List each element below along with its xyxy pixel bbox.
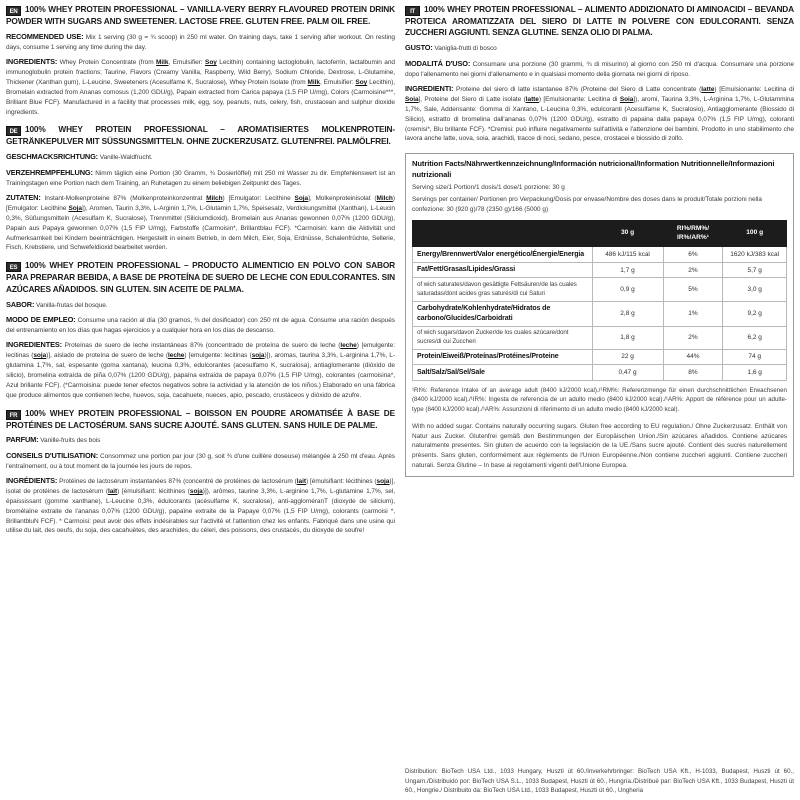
right-column-spacer	[405, 483, 794, 767]
language-block-en	[6, 4, 395, 117]
nutrient-value-per-serving: 22 g	[592, 349, 663, 365]
flag-es-icon: ES	[6, 262, 21, 272]
nutrient-value-per-serving: 486 kJ/115 kcal	[592, 247, 663, 263]
nutrition-facts-panel	[405, 153, 794, 477]
language-block-it	[405, 4, 794, 144]
fr-flavour-text: Vanille-fruits des bois	[38, 437, 101, 445]
nutrition-heading: Nutrition Facts/Nährwertkennzeichnung/Información nutricional/Information Nutritionnelle/Informazioni nutrizionali	[412, 159, 775, 180]
fr-flavour-paragraph	[6, 434, 395, 446]
nutrient-name: Carbohydrate/Kohlenhydrate/Hidratos de carbono/Glucides/Carboidrati	[413, 301, 593, 326]
col-header-nutrient	[413, 220, 593, 247]
nutrient-value-per-serving: 1,8 g	[592, 326, 663, 349]
nutrient-reference-intake-percent: 6%	[663, 247, 723, 263]
right-column	[405, 4, 794, 800]
nutrient-value-per-serving: 2,8 g	[592, 301, 663, 326]
nutrient-value-per-100g: 9,2 g	[723, 301, 787, 326]
nutrition-table-body	[413, 247, 787, 380]
col-header-per-100g: 100 g	[723, 220, 787, 247]
es-usage-label: MODO DE EMPLEO:	[6, 315, 76, 324]
left-column	[6, 4, 395, 800]
nutrition-row	[413, 349, 787, 365]
nutrition-row	[413, 301, 787, 326]
nutrient-value-per-100g: 5,7 g	[723, 262, 787, 278]
nutrient-reference-intake-percent: 8%	[663, 365, 723, 381]
nutrition-row	[413, 262, 787, 278]
it-flavour-paragraph	[405, 42, 794, 54]
col-header-per-serving: 30 g	[592, 220, 663, 247]
nutrient-name: Fat/Fett/Grasas/Lipides/Grassi	[413, 262, 593, 278]
it-usage-paragraph	[405, 58, 794, 80]
nutrition-table-header-row	[413, 220, 787, 247]
nutrition-table	[412, 220, 787, 381]
de-title-row	[6, 124, 395, 147]
fr-ingredients-label: INGRÉDIENTS:	[6, 476, 58, 486]
de-product-title: 100% WHEY PROTEIN PROFESSIONAL – AROMATISIERTES MOLKENPROTEIN-GETRÄNKEPULVER MIT SÜSSUNGSMITTELN. OHNE ZUCKERZUSATZ. GLUTENFREI. PALMÖLFREI.	[6, 124, 395, 147]
de-flavour-text: Vanille-Waldfrucht.	[98, 154, 153, 162]
nutrient-reference-intake-percent: 44%	[663, 349, 723, 365]
es-ingredients-text: Proteínas de suero de leche instantáneas 87% (concentrado de proteína de suero de leche (leche) [emulgente: lecitinas (soja)], aislado de proteína de suero de leche (leche) [emulgente: lecitinas (soja)]), aromas, taurina 3,3%, L-arginina 1,7%, L-glutamina 1,7%, sal, espesante (goma xantana), leucina 0,3%, edulcorantes (acesulfamo K, sucralosa), antiaglomerante (dióxido de silicio), bromelina extraída de piña 0,07% (1200 GDU/g), papaína extraída de papaya 0,07% (1,5 FIP U/mg), colorantes (carmoisina*, Azul brillante FCF). (*Carmoisina: puede tener efectos negativos sobre la actividad y la atención de los niños.) Elaborado en una fábrica que produce alimentos que contienen leche, huevos, soja, cacahuete, nueces, apio, pescado, crustáceos y dióxido de azufre.	[6, 342, 395, 399]
es-usage-text: Consume una ración al día (30 gramos, ¾ del dosificador) con 250 ml de agua. Consume una ración después del entrenamiento en los días que hagas ejercicios y a cualquier hora en los días de descanso.	[6, 317, 395, 334]
de-flavour-label: GESCHMACKSRICHTUNG:	[6, 152, 98, 162]
fr-title-row	[6, 408, 395, 431]
it-title-row	[405, 4, 794, 39]
reference-intake-footnote: ¹RI%: Reference Intake of an average adult (8400 kJ/2000 kcal)./¹RM%: Referenzmenge für einen durchschnittlichen Erwachsenen (8400 kJ/2000 kcal)./¹IR%: Ingesta de referencia de un adulto medio (8400 kJ/2000 kcal)./¹AR%: Apport de référence pour un adulte-type (8400 kJ/2000 kcal)./¹AR%: Assunzioni di riferimento di un adulto medio (8400 kJ/2000 kcal).	[412, 386, 787, 413]
de-usage-label: VERZEHREMPFEHLUNG:	[6, 167, 93, 177]
it-flavour-text: Vaniglia-frutti di bosco	[432, 45, 497, 53]
ri-line-2: IR%/AR%¹	[677, 233, 709, 241]
en-usage-label: RECOMMENDED USE:	[6, 31, 84, 41]
nutrient-name: Protein/Eiweiß/Proteínas/Protéines/Proteine	[413, 349, 593, 365]
serving-size-line: Serving size/1 Portion/1 dosis/1 dose/1 porzione: 30 g	[412, 184, 565, 192]
nutrient-reference-intake-percent: 2%	[663, 326, 723, 349]
flag-fr-icon: FR	[6, 410, 21, 420]
it-flavour-label: GUSTO:	[405, 43, 433, 53]
nutrition-row	[413, 365, 787, 381]
es-flavour-paragraph	[6, 299, 395, 311]
es-product-title: 100% WHEY PROTEIN PROFESSIONAL – PRODUCTO ALIMENTICIO EN POLVO CON SABOR PARA PREPARAR BEBIDA, A BASE DE PROTEÍNA DE SUERO DE LECHE CON EDULCORANTES. SIN AZÚCARES AÑADIDOS. SIN GLUTEN. SIN ACEITE DE PALMA.	[6, 260, 395, 294]
it-ingredients-paragraph	[405, 83, 794, 144]
de-ingredients-paragraph	[6, 192, 395, 253]
nutrient-value-per-serving: 0,47 g	[592, 365, 663, 381]
de-ingredients-label: ZUTATEN:	[6, 193, 41, 202]
fr-ingredients-paragraph	[6, 475, 395, 536]
it-usage-label: MODALITÁ D'USO:	[405, 58, 471, 68]
language-block-de	[6, 124, 395, 253]
it-usage-text: Consumare una porzione (30 grammi, ¾ di misurino) al giorno con 250 ml d'acqua. Consumare una porzione dopo l'allenamento nei giorni d'allenamento e in qualsiasi momento della giornata nei giorni di riposo.	[405, 60, 794, 78]
nutrient-name: of wich sugars/davon Zucker/de los cuales azúcare/dont sucres/di cui Zuccheri	[413, 326, 593, 349]
es-usage-paragraph	[6, 314, 395, 336]
nutrient-reference-intake-percent: 5%	[663, 278, 723, 301]
fr-usage-paragraph	[6, 450, 395, 472]
es-flavour-label: SABOR:	[6, 299, 35, 309]
fr-usage-text: Consommez une portion par jour (30 g, soit ¾ d'une cuillère doseuse) mélangée à 250 ml d'eau. Après l'entraînement, ou à tout moment de la journée les jours de repos.	[6, 452, 395, 470]
nutrient-reference-intake-percent: 2%	[663, 262, 723, 278]
es-ingredients-label: INGREDIENTES:	[6, 340, 62, 350]
en-usage-text: Mix 1 serving (30 g = ¾ scoop) in 250 ml water. On training days, take 1 serving after workout. On resting days, consume 1 serving any time during the day.	[6, 33, 395, 51]
fr-product-title: 100% WHEY PROTEIN PROFESSIONAL – BOISSON EN POUDRE AROMATISÉE À BASE DE PROTÉINES DE LACTOSÉRUM. SANS SUCRE AJOUTÉ. SANS GLUTEN. SANS HUILE DE PALME.	[6, 407, 395, 430]
es-flavour-text: Vanilla-frutas del bosque.	[34, 301, 108, 309]
nutrient-value-per-serving: 0,9 g	[592, 278, 663, 301]
flag-it-icon: IT	[405, 6, 420, 16]
it-ingredients-text: Proteine del siero di latte istantanee 87% (Proteine del Siero di Latte concentrate (latte) [Emulsionante: Lecitina di Soia], Proteine del Siero di Latte isolate (latte) [Emulsionante: Lecitina di Soia]), aromi, Taurina 3,3%, L-Arginina 1,7%, L-Glutammina 1,7%, Sale, Addensante: Gomma di Xantano, L-Leucina 0,3%, edulcoranti (Acesulfame K, Sucralosio), Antiagglomerante (Biossido di Silicio), estratto di bromelina dall'ananas 0,07% (1200 GDU/g), estratto di papaina dalla papaya 0,07% (1,5 FIP U/mg), coloranti (cremisi*, Blu brillante FCF). *Cremisi: può influire negativamente sull'attività e l'attenzione dei bambini. Prodotto in uno stabilimento che lavora anche latte, uova, soia, arachidi, tracce di noci, sedano, pesce, crostacei e biossido di zolfo.	[405, 86, 794, 143]
nutrient-name: Energy/Brennwert/Valor energético/Énergie/Energia	[413, 247, 593, 263]
servings-per-container-line: Servings per container/ Portionen pro Verpackung/Dosis por envase/Nombre des doses dans le produit/Totale porzioni nella confezione: 30 (920 g)/78 (2350 g)/166 (5000 g)	[412, 196, 762, 214]
en-product-title: 100% WHEY PROTEIN PROFESSIONAL – VANILLA-VERY BERRY FLAVOURED PROTEIN DRINK POWDER WITH SUGARS AND SWEETENER. LACTOSE FREE. GLUTEN FREE. PALM OIL FREE.	[6, 4, 395, 26]
nutrient-reference-intake-percent: 1%	[663, 301, 723, 326]
ri-line-1: RI%/RM%/	[676, 224, 710, 232]
nutrient-value-per-100g: 1,6 g	[723, 365, 787, 381]
product-claims-text: With no added sugar. Contains naturally occurring sugars. Gluten free according to EU regulation./ Ohne Zuckerzusatz. Enthält von Natur aus Zucker. Glutenfrei gemäß den Bestimmungen der Europäischen Union./Sin azúcares añadidos. Contiene azúcares naturalmente presentes. Sin gluten de acuerdo con la legislación de la UE./Sans sucre ajouté. Contient des sucres naturellement présents. Sans gluten, conformément aux règlements de l'Union Européenne./Non contiene zuccheri aggiunti. Contiene zuccheri naturali. Senza Glutine – In base ai regolamenti vigenti dell'Unione Europea.	[412, 422, 787, 470]
es-ingredients-paragraph	[6, 339, 395, 400]
fr-flavour-label: PARFUM:	[6, 435, 39, 445]
nutrition-row	[413, 278, 787, 301]
nutrient-value-per-serving: 1,7 g	[592, 262, 663, 278]
en-ingredients-text: Whey Protein Concentrate (from Milk, Emulsifier: Soy Lecithin) containing lactoglobulin, lactoferrin, lactalbumin and immunoglobulin protein fractions; Taurine, Flavors (Creamy Vanilla, Raspberry, Wild Berry), Sodium Chloride, Dextrose, L-Glutamine, Thickener (Xanthan gum), L-Leucine, Sweeteners (Acesulfame K, Sucralose), Whey Protein Isolate (from Milk, Emulsifier: Soy Lecithin), Bromelain extracted from Ananas comosus (1,200 GDU/g), Papain extracted from Carica papaya (1.5 FIP U/mg), Colors (Carmoisine***, Brilliant Blue FCF). Manufactured in a facility that processes milk, egg, soy, peanuts, nuts, celery, fish, crustacean and sulphur dioxide ingredients.	[6, 59, 395, 116]
en-ingredients-label: INGREDIENTS:	[6, 57, 58, 67]
flag-de-icon: DE	[6, 126, 21, 136]
de-usage-paragraph	[6, 167, 395, 189]
it-ingredients-label: INGREDIENTI:	[405, 84, 454, 93]
nutrient-name: Salt/Salz/Sal/Sel/Sale	[413, 365, 593, 381]
language-block-es	[6, 260, 395, 400]
en-title-row	[6, 4, 395, 27]
nutrient-value-per-100g: 3,0 g	[723, 278, 787, 301]
fr-ingredients-text: Protéines de lactosérum instantanées 87% (concentré de protéines de lactosérum (lait) [émulsifiant: lécithines (soja)], isolat de protéines de lactosérum (lait) [émulsifiant: lécithines (soja)]), arômes, taurine 3,3%, L-arginine 1,7%, L-glutamine 1,7%, sel, épaississant (gomme xanthane), L-Leucine 0,3%, édulcorants (acésulfame K, sucralose), anti-aggloméranT (dioxyde de silicium), bromélaïne extraite de l'ananas 0,07% (1200 GDU/g), papaïne extraite de la Papaye 0,07% (1,5 FIP U/mg), colorants (carmoisi *, BrillantbluN FCF). * Carmoisi: peut avoir des effets indésirables sur l'activité et l'attention chez les enfants. Fabriqué dans une usine qui utilise du lait, des oeufs, du soja, des cacahuètes, des arachides, du céleri, des poissons, des crustacés, du dioxyde de soufre!	[6, 478, 395, 535]
nutrient-value-per-100g: 1620 kJ/383 kcal	[723, 247, 787, 263]
de-ingredients-text: Instant-Molkenproteine 87% (Molkenproteinkonzentrat Milch) [Emulgator: Lecithine Soja], Molkenproteinisolat (Milch) [Emulgator: Lecithine Soja]), Aromen, Taurin 3,3%, L-Arginin 1,7%, L-Glutamin 1,7%, Speisesalz, Verdickungsmittel (Xanthan), L-Leucin 0,3%, Süßungsmitteln (Acesulfam K, Sucralose), Trennmittel (Siliciumdioxid), Bromelain aus Ananas gewonnen 0,07% (1200 GDU/g), Papain aus Papaya gewonnen 0,07% (1,5 FIP U/mg), Farbstoffe (Carmoisin*, Brillantblau FCF). *Carmoisin: kann die Aktivität und Aufmerksamkeit bei Kindern beeinträchtigen. Hergestellt in einem Betrieb, in dem Milch, Eier, Soja, Erdnüsse, Schalenfrüchte, Sellerie, Fisch, Krebstiere, und Schwefeldioxid bearbeitet werden.	[6, 195, 395, 252]
nutrient-value-per-100g: 6,2 g	[723, 326, 787, 349]
nutrition-row	[413, 326, 787, 349]
de-flavour-paragraph	[6, 151, 395, 163]
en-usage-paragraph	[6, 31, 395, 53]
it-product-title: 100% WHEY PROTEIN PROFESSIONAL – ALIMENTO ADDIZIONATO DI AMINOACIDI – BEVANDA PROTEICA AROMATIZZATA DEL SIERO DI LATTE IN POLVERE CON EDULCORANTI. SENZA ZUCCHERI AGGIUNTI. SENZA GLUTINE. SENZA OLIO DI PALMA.	[405, 4, 794, 38]
nutrient-name: of wich saturates/davon gesättigte Fettsäuren/de las cuales saturadas/dont acides gras saturés/di cui Saturi	[413, 278, 593, 301]
fr-usage-label: CONSEILS D'UTILISATION:	[6, 450, 99, 460]
language-block-fr	[6, 408, 395, 537]
flag-en-icon: EN	[6, 6, 21, 16]
nutrient-value-per-100g: 74 g	[723, 349, 787, 365]
col-header-reference-intake	[663, 220, 723, 247]
en-ingredients-paragraph	[6, 56, 395, 117]
nutrition-row	[413, 247, 787, 263]
es-title-row	[6, 260, 395, 295]
distribution-text: Distribution: BioTech USA Ltd., 1033 Hungary, Huszti út 60./Inverkehrbringer: BioTech USA Kft., H-1033, Budapest, Huszti út 60., Ungarn./Distribuido por: BioTech USA S.L., 1033 Budapest, Huszti út 60., Hungría./Distribué par: BioTech USA Kft., 1033 Budapest, Huszti út 60., Hongrie./ Distribuito da: BioTech USA Ltd., 1033 Budapest, Huszti út 60., Ungheria	[405, 768, 794, 795]
de-usage-text: Nimm täglich eine Portion (30 Gramm, ¾ Dosierlöffel) mit 250 ml Wasser zu dir. Empfehlenswert ist an Trainingstagen eine Portion nach dem Training, an Ruhetagen zu einem beliebigen Zeitpunkt des Tages.	[6, 169, 395, 187]
